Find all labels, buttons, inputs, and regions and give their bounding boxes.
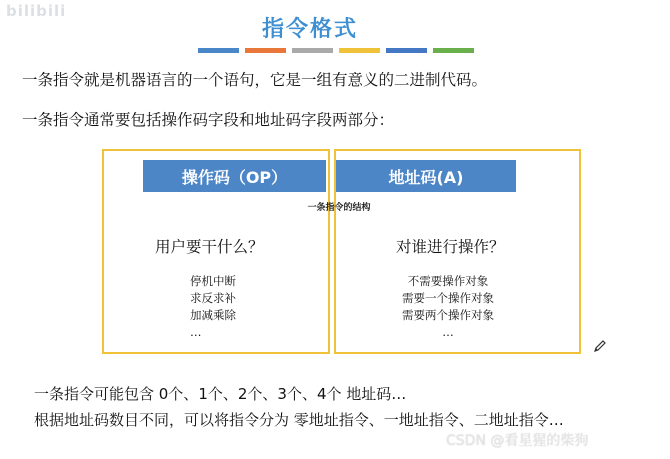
list-item: 加减乘除 [190,308,236,322]
bottom-line-1: 一条指令可能包含 0个、1个、2个、3个、4个 地址码… [34,385,407,403]
bilibili-logo: bilibili [6,2,67,20]
color-strip-segment [245,48,286,53]
list-item: 求反求补 [190,291,236,305]
structure-caption: 一条指令的结构 [307,203,371,213]
intro-line-2: 一条指令通常要包括操作码字段和地址码字段两部分： [22,111,395,129]
opcode-question: 用户要干什么？ [155,238,264,256]
color-strip-segment [386,48,427,53]
color-strip-segment [339,48,380,53]
list-item: 需要一个操作对象 [402,291,494,305]
list-item: 停机中断 [190,274,236,288]
csdn-watermark: CSDN @看星猩的柴狗 [446,433,589,449]
pencil-icon[interactable] [593,338,607,352]
list-item: 不需要操作对象 [407,274,489,288]
address-examples [402,273,494,341]
bottom-line-2: 根据地址码数目不同，可以将指令分为 零地址指令、一地址指令、二地址指令… [34,411,564,429]
list-item: … [190,325,202,339]
opcode-header: 操作码（OP） [143,160,326,192]
color-strip [198,48,474,53]
opcode-examples [190,273,236,341]
address-header: 地址码(A) [336,160,516,192]
color-strip-segment [292,48,333,53]
slide-title: 指令格式 [261,17,358,42]
intro-line-1: 一条指令就是机器语言的一个语句，它是一组有意义的二进制代码。 [22,71,488,89]
list-item: 需要两个操作对象 [402,308,494,322]
color-strip-segment [198,48,239,53]
address-question: 对谁进行操作？ [396,238,505,256]
list-item: … [442,325,454,339]
color-strip-segment [433,48,474,53]
